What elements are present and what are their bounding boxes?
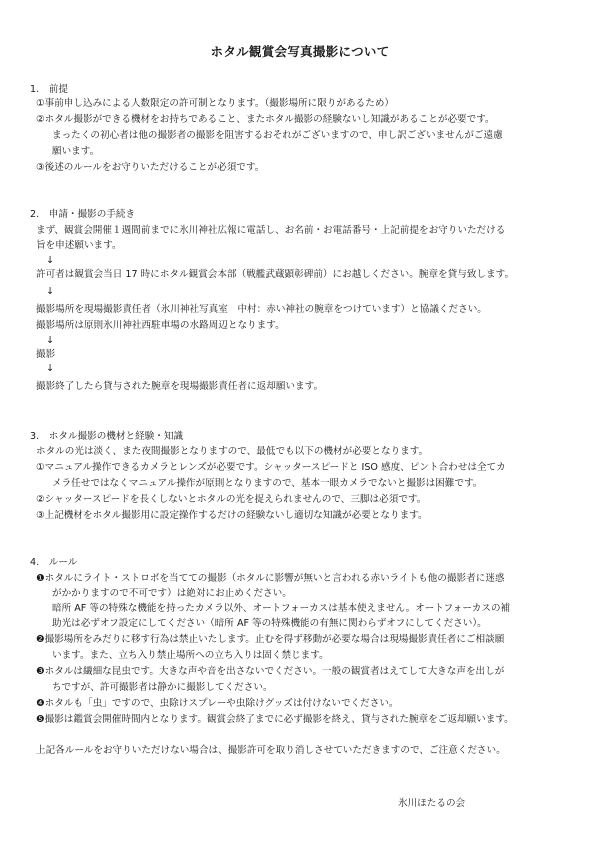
section-1-line-5: ③後述のルールをお守りいただけることが必須です。 — [36, 162, 265, 173]
organization-signature: 氷川ほたるの会 — [398, 798, 466, 809]
rule-1-line-3: 暗所 AF 等の特殊な機能を持ったカメラ以外、オートフォーカスは基本使えません。オートフォーカスの補 — [52, 603, 511, 614]
document-title: ホタル観賞会写真撮影について — [210, 44, 390, 59]
section-1-line-3: まったくの初心者は他の撮影者の撮影を阻害するおそれがございますので、申し訳ございませんがご遠慮 — [52, 130, 503, 141]
section-4-heading: 4. ルール — [30, 557, 78, 568]
rule-2-line-1: ❷撮影場所をみだりに移す行為は禁止いたします。止むを得ず移動が必要な場合は現場撮影責任者にご相談願 — [36, 634, 505, 645]
section-1-line-4: 願います。 — [52, 146, 100, 157]
rule-5-line-1: ❺撮影は鑑賞会開催時間内となります。観賞会終了までに必ず撮影を終え、貸与された腕章をご返却願います。 — [36, 714, 514, 725]
section-2-line-5: 撮影場所は原則氷川神社西駐車場の水路周辺となります。 — [36, 320, 285, 331]
section-3-line-4: ②シャッタースピードを長くしないとホタルの光を捉えられませんので、三脚は必須です。 — [36, 494, 427, 505]
rule-1-line-4: 助光は必ずオフ設定にしてください（暗所 AF 等の特殊機能の有無に関わらずオフにしてください）。 — [52, 618, 487, 629]
section-2-line-1: まず、観賞会開催１週間前までに氷川神社広報に電話し、お名前・お電話番号・上記前提をお守りいただける — [36, 225, 506, 236]
section-3-line-1: ホタルの光は淡く、また夜間撮影となりますので、最低でも以下の機材が必要となります。 — [36, 446, 429, 457]
closing-note: 上記各ルールをお守りいただけない場合は、撮影許可を取り消しさせていただきますので、ご注意ください。 — [36, 745, 506, 756]
section-2-line-2: 旨を申述願います。 — [36, 240, 122, 251]
section-2-heading: 2. 申請・撮影の手続き — [30, 209, 136, 220]
section-3-line-2: ①マニュアル操作できるカメラとレンズが必要です。シャッタースピードと ISO 感度、ピント合わせは全てカ — [36, 462, 506, 473]
flow-arrow: ↓ — [46, 335, 55, 346]
rule-3-line-2: ちですが、許可撮影者は静かに撮影してください。 — [52, 682, 273, 693]
rule-4-line-1: ❹ホタルも「虫」ですので、虫除けスプレーや虫除けグッズは付けないでください。 — [36, 698, 399, 709]
section-3-heading: 3. ホタル撮影の機材と経験・知識 — [30, 431, 184, 442]
section-2-line-7: 撮影終了したら貸与された腕章を現場撮影責任者に返却願います。 — [36, 381, 324, 392]
section-1-heading: 1. 前提 — [30, 84, 68, 95]
section-3-line-3: メラ任せではなくマニュアル操作が原則となりますので、基本一眼カメラでないと撮影は困難です。 — [52, 478, 483, 489]
flow-arrow: ↓ — [46, 286, 55, 297]
flow-arrow: ↓ — [46, 255, 55, 266]
rule-2-line-2: います。また、立ち入り禁止場所への立ち入りは固く禁じます。 — [52, 650, 329, 661]
rule-1-line-2: がかかりますので不可です）は絶対にお止めください。 — [52, 588, 292, 599]
rule-1-line-1: ❶ホタルにライト・ストロボを当てての撮影（ホタルに影響が無いと言われる赤いライトも他の撮影者に迷惑 — [36, 573, 505, 584]
flow-arrow: ↓ — [46, 363, 55, 374]
rule-3-line-1: ❸ホタルは繊細な昆虫です。大きな声や音を出さないでください。一般の観賞者はえてして大きな声を出しが — [36, 666, 505, 677]
section-3-line-5: ③上記機材をホタル撮影用に設定操作するだけの経験ないし適切な知識が必要となります。 — [36, 510, 428, 521]
section-1-line-1: ①事前申し込みによる人数限定の許可制となります。（撮影場所に限りがあるため） — [36, 98, 395, 109]
section-2-line-4: 撮影場所を現場撮影責任者（氷川神社写真室 中村：赤い神社の腕章をつけています）と協議ください。 — [36, 304, 487, 315]
section-1-line-2: ②ホタル撮影ができる機材をお持ちであること、またホタル撮影の経験ないし知識があることが必要です。 — [36, 114, 495, 125]
section-2-line-6: 撮影 — [36, 349, 56, 360]
section-2-line-3: 許可者は観賞会当日 17 時にホタル観賞会本部（戦艦武蔵顕彰碑前）にお越しください。腕章を貸与致します。 — [36, 269, 515, 280]
